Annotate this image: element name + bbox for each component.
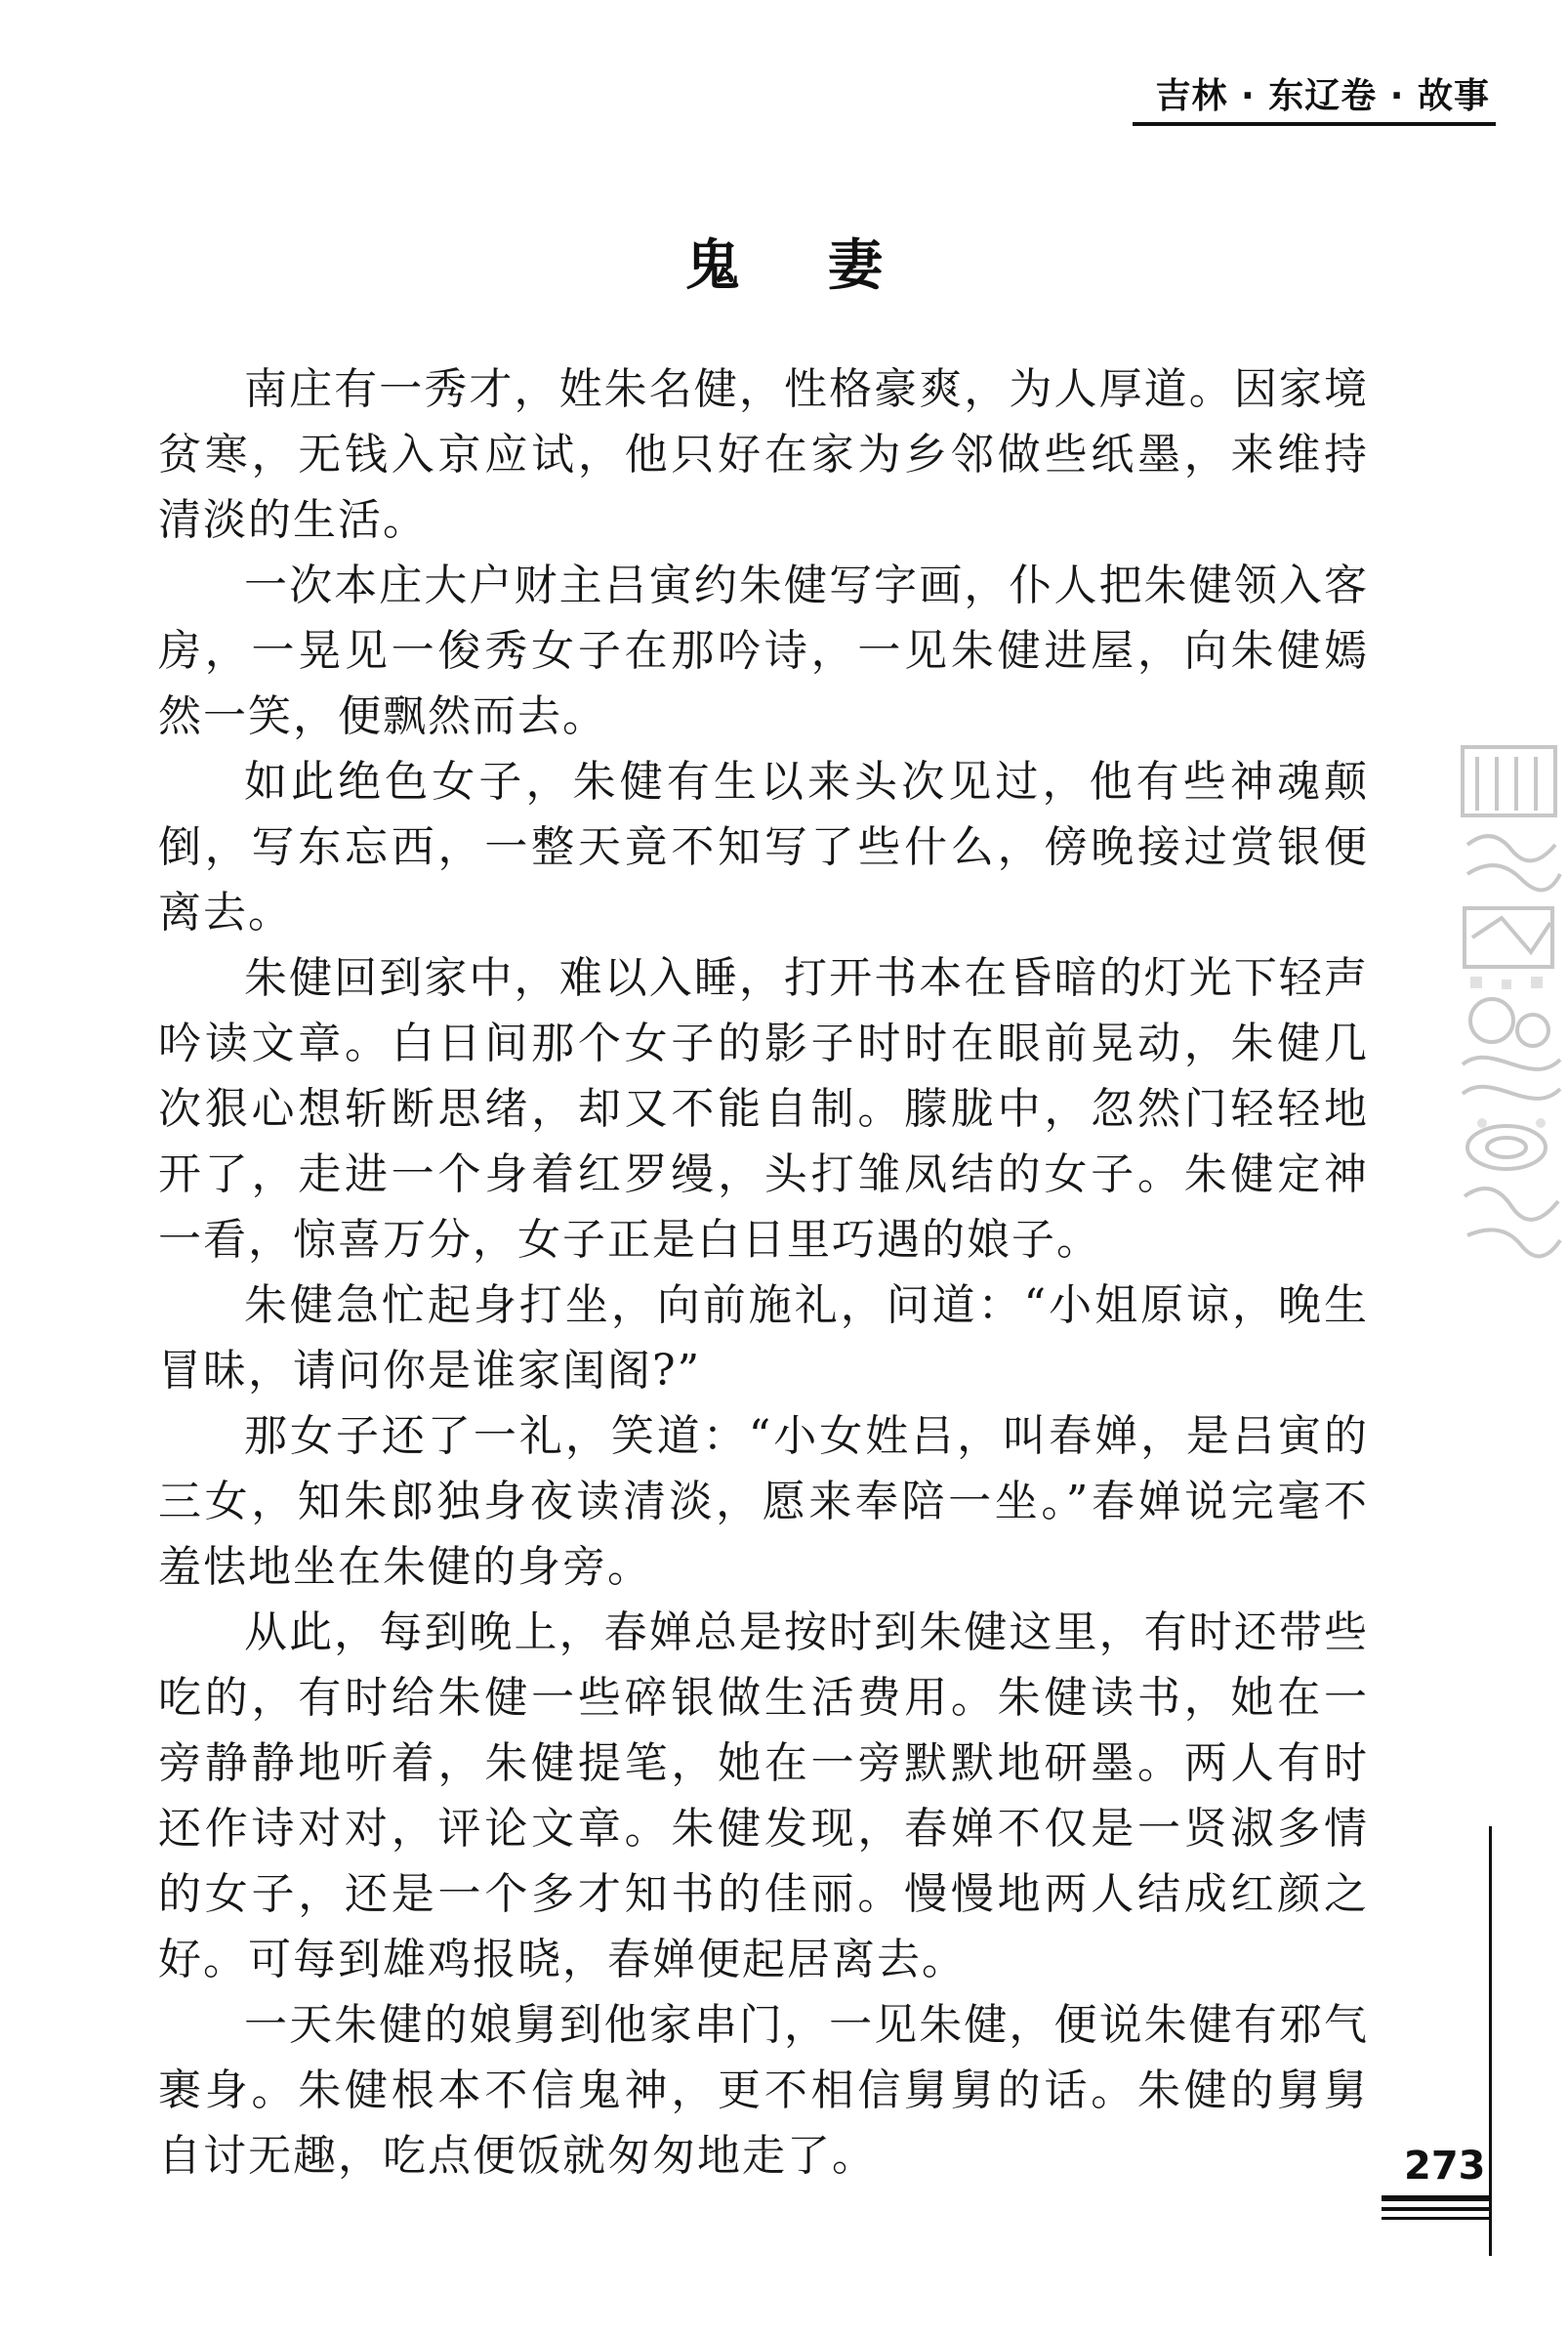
header-rule [1133, 122, 1496, 126]
decorative-edge-pattern [1453, 728, 1568, 1274]
paragraph-8: 一天朱健的娘舅到他家串门，一见朱健，便说朱健有邪气裹身。朱健根本不信鬼神，更不相信舅舅的话。朱健的舅舅自讨无趣，吃点便饭就匆匆地走了。 [158, 2000, 1369, 2181]
paragraph-1: 南庄有一秀才，姓朱名健，性格豪爽，为人厚道。因家境贫寒，无钱入京应试，他只好在家为乡邻做些纸墨，来维持清淡的生活。 [158, 364, 1369, 545]
paragraph-7: 从此，每到晚上，春婵总是按时到朱健这里，有时还带些吃的，有时给朱健一些碎银做生活费用。朱健读书，她在一旁静静地听着，朱健提笔，她在一旁默默地研墨。两人有时还作诗对对，评论文章。朱健发现，春婵不仅是一贤淑多情的女子，还是一个多才知书的佳丽。慢慢地两人结成红颜之好。可每到雄鸡报晓，春婵便起居离去。 [158, 1607, 1369, 1984]
page-number-rule [1382, 2195, 1489, 2201]
paragraph-3: 如此绝色女子，朱健有生以来头次见过，他有些神魂颠倒，写东忘西，一整天竟不知写了些什么，傍晚接过赏银便离去。 [158, 757, 1369, 938]
page-number: 273 [1404, 2144, 1486, 2189]
pattern-icon [1453, 728, 1568, 1274]
paragraph-6: 那女子还了一礼，笑道：“小女姓吕，叫春婵，是吕寅的三女，知朱郎独身夜读清淡，愿来奉陪一坐。”春婵说完毫不羞怯地坐在朱健的身旁。 [158, 1411, 1369, 1592]
paragraph-5: 朱健急忙起身打坐，向前施礼，问道：“小姐原谅，晚生冒昧，请问你是谁家闺阁?” [158, 1280, 1369, 1396]
right-margin-rule [1489, 1826, 1492, 2256]
page-number-rule [1382, 2207, 1489, 2211]
story-title: 鬼妻 [685, 234, 970, 298]
paragraph-4: 朱健回到家中，难以入睡，打开书本在昏暗的灯光下轻声吟读文章。白日间那个女子的影子时时在眼前晃动，朱健几次狠心想斩断思绪，却又不能自制。朦胧中，忽然门轻轻地开了，走进一个身着红罗缦，头打雏凤结的女子。朱健定神一看，惊喜万分，女子正是白日里巧遇的娘子。 [158, 953, 1369, 1265]
paragraph-2: 一次本庄大户财主吕寅约朱健写字画，仆人把朱健领入客房，一晃见一俊秀女子在那吟诗，一见朱健进屋，向朱健嫣然一笑，便飘然而去。 [158, 561, 1369, 741]
running-header: 吉林 · 东辽卷 · 故事 [1155, 76, 1490, 116]
story-body [158, 356, 1369, 2189]
page-number-rule [1382, 2217, 1489, 2220]
